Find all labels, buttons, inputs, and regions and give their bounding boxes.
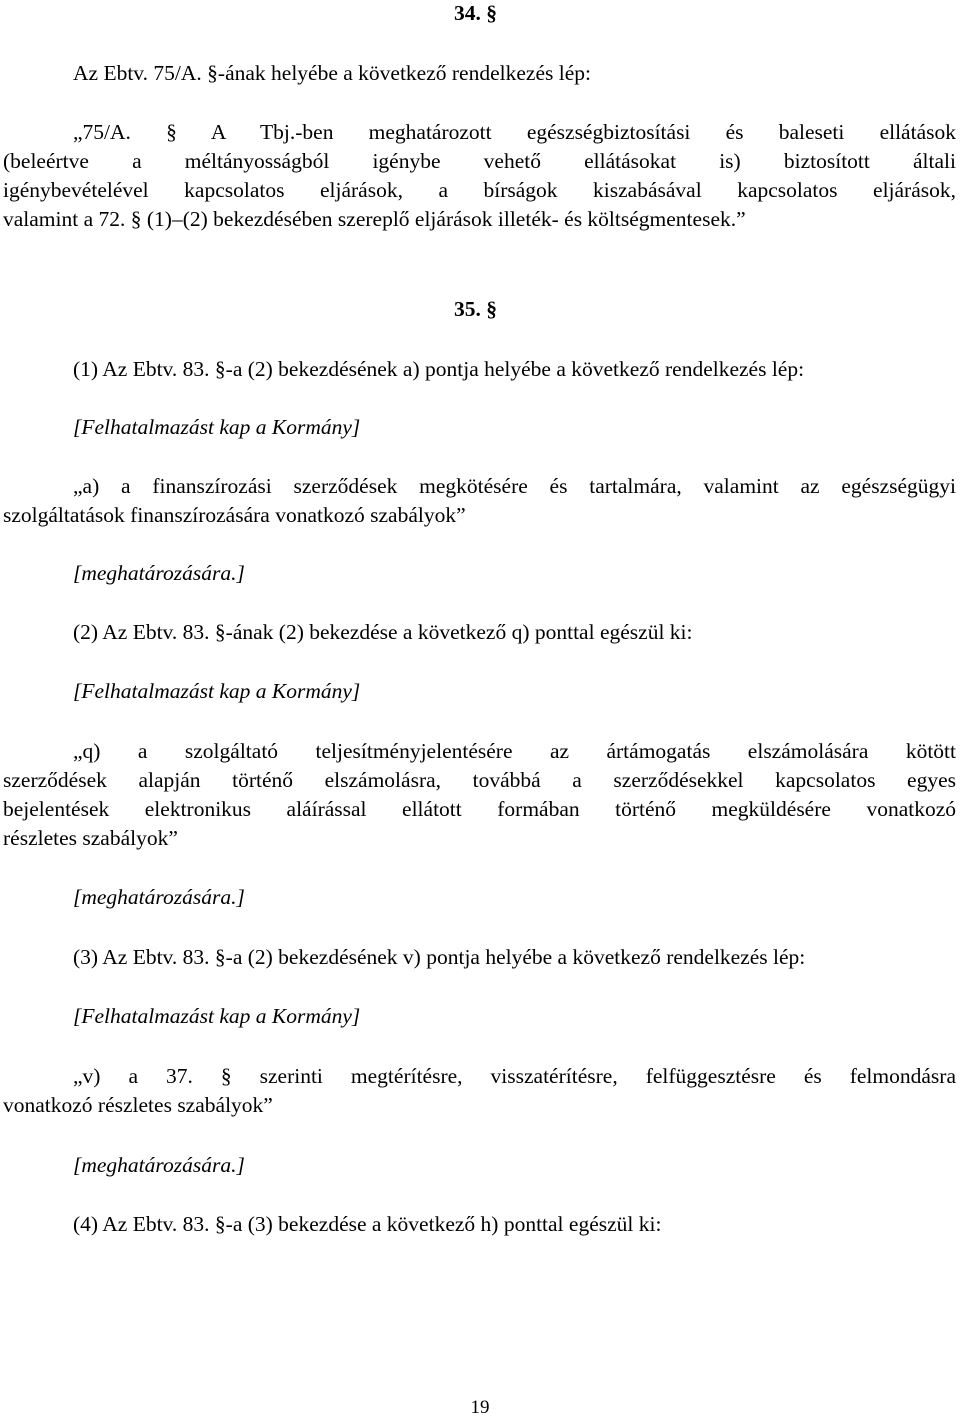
paragraph-3-quote-line: vonatkozó részletes szabályok”: [3, 1093, 273, 1117]
paragraph-2-quote-line: bejelentések elektronikus aláírással ellátott formában történő megküldésére vonatkozó: [3, 797, 956, 821]
paragraph-2-quote-line: „q) a szolgáltató teljesítményjelentésére az ártámogatás elszámolására kötött: [73, 739, 956, 763]
section-34-quote-line: valamint a 72. § (1)–(2) bekezdésében szereplő eljárások illeték- és költségmentesek.”: [3, 207, 746, 231]
paragraph-3-intro: (3) Az Ebtv. 83. §-a (2) bekezdésének v) pontja helyébe a következő rendelkezés lép:: [73, 945, 806, 969]
paragraph-3-bracket-open: [Felhatalmazást kap a Kormány]: [73, 1004, 361, 1028]
section-34-quote-line: „75/A. § A Tbj.-ben meghatározott egészségbiztosítási és baleseti ellátások: [73, 120, 956, 144]
paragraph-2-intro: (2) Az Ebtv. 83. §-ának (2) bekezdése a következő q) ponttal egészül ki:: [73, 620, 693, 644]
paragraph-2-bracket-open: [Felhatalmazást kap a Kormány]: [73, 679, 361, 703]
section-34-intro: Az Ebtv. 75/A. §-ának helyébe a következő rendelkezés lép:: [73, 61, 591, 85]
paragraph-1-bracket-open: [Felhatalmazást kap a Kormány]: [73, 415, 361, 439]
section-heading-35: 35. §: [454, 297, 497, 321]
paragraph-2-quote-line: szerződések alapján történő elszámolásra, továbbá a szerződésekkel kapcsolatos egyes: [3, 768, 956, 792]
section-34-quote-line: igénybevételével kapcsolatos eljárások, a bírságok kiszabásával kapcsolatos eljárások,: [3, 178, 956, 202]
paragraph-1-bracket-close: [meghatározására.]: [73, 561, 245, 585]
page-number: 19: [470, 1397, 490, 1418]
paragraph-1-intro: (1) Az Ebtv. 83. §-a (2) bekezdésének a) pontja helyébe a következő rendelkezés lép:: [73, 357, 805, 381]
paragraph-3-quote-line: „v) a 37. § szerinti megtérítésre, visszatérítésre, felfüggesztésre és felmondásra: [73, 1064, 956, 1088]
paragraph-1-quote-line: „a) a finanszírozási szerződések megkötésére és tartalmára, valamint az egészségügyi: [73, 474, 956, 498]
paragraph-2-bracket-close: [meghatározására.]: [73, 885, 245, 909]
paragraph-4-intro: (4) Az Ebtv. 83. §-a (3) bekezdése a következő h) ponttal egészül ki:: [73, 1212, 662, 1236]
section-heading-34: 34. §: [454, 1, 497, 25]
section-34-quote-line: (beleértve a méltányosságból igénybe vehető ellátásokat is) biztosított általi: [3, 149, 956, 173]
paragraph-3-bracket-close: [meghatározására.]: [73, 1153, 245, 1177]
paragraph-2-quote-line: részletes szabályok”: [3, 826, 178, 850]
paragraph-1-quote-line: szolgáltatások finanszírozására vonatkozó szabályok”: [3, 503, 466, 527]
